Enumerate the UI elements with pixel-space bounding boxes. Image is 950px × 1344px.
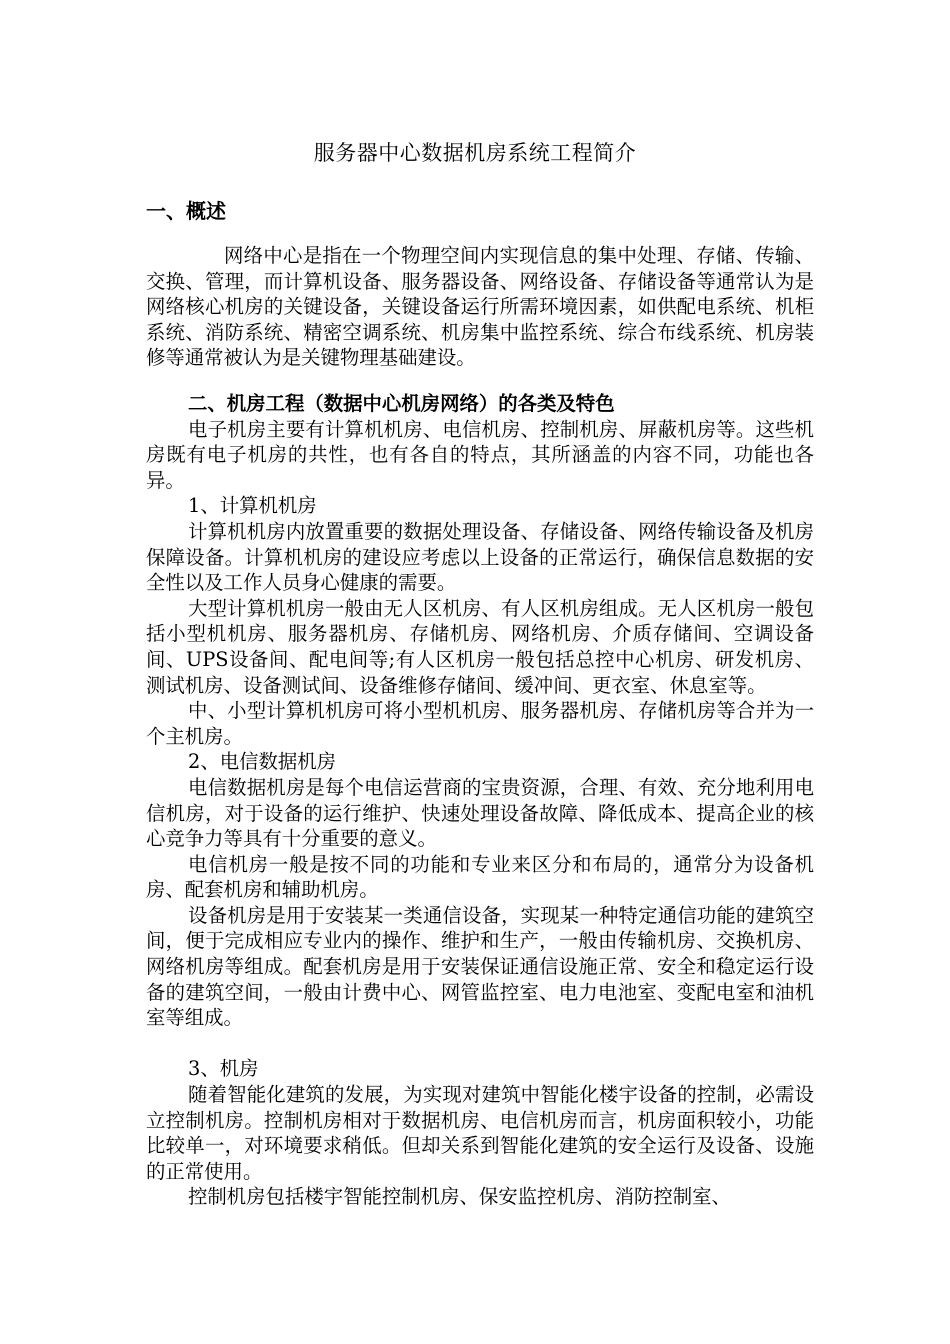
subsection-2-paragraph-c: 设备机房是用于安装某一类通信设备，实现某一种特定通信功能的建筑空间，便于完成相应专业内的操作、维护和生产，一般由传输机房、交换机房、网络机房等组成。配套机房是用于安装保证通信设施正常、安全和稳定运行设备的建筑空间，一般由计费中心、网管监控室、电力电池室、变配电室和油机室等组成。 (146, 903, 814, 1030)
section-1-body (146, 243, 814, 371)
document-title: 服务器中心数据机房系统工程简介 (313, 141, 637, 165)
section-2-heading: 二、机房工程（数据中心机房网络）的各类及特色 (188, 392, 615, 415)
subsection-3-paragraph-b: 控制机房包括楼宇智能控制机房、保安监控机房、消防控制室、 (188, 1185, 731, 1209)
subsection-1-paragraph-a: 计算机机房内放置重要的数据处理设备、存储设备、网络传输设备及机房保障设备。计算机机房的建设应考虑以上设备的正常运行，确保信息数据的安全性以及工作人员身心健康的需要。 (146, 519, 814, 595)
subsection-3-paragraph-a: 随着智能化建筑的发展，为实现对建筑中智能化楼宇设备的控制，必需设立控制机房。控制机房相对于数据机房、电信机房而言，机房面积较小，功能比较单一，对环境要求稍低。但却关系到智能化建筑的安全运行及设备、设施的正常使用。 (146, 1083, 814, 1183)
subsection-1-paragraph-c: 中、小型计算机机房可将小型机机房、服务器机房、存储机房等合并为一个主机房。 (146, 699, 814, 748)
subsection-1-paragraph-b: 大型计算机机房一般由无人区机房、有人区机房组成。无人区机房一般包括小型机机房、服务器机房、存储机房、网络机房、介质存储间、空调设备间、UPS设备间、配电间等;有人区机房一般包括总控中心机房、研发机房、测试机房、设备测试间、设备维修存储间、缓冲间、更衣室、休息室等。 (146, 596, 814, 697)
section-1-heading: 一、概述 (146, 199, 226, 223)
overview-paragraph: 网络中心是指在一个物理空间内实现信息的集中处理、存储、传输、交换、管理，而计算机设备、服务器设备、网络设备、存储设备等通常认为是网络核心机房的关键设备，关键设备运行所需环境因素，如供配电系统、机柜系统、消防系统、精密空调系统、机房集中监控系统、综合布线系统、机房装修等通常被认为是关键物理基础建设。 (146, 244, 814, 370)
subsection-2-paragraph-b: 电信机房一般是按不同的功能和专业来区分和布局的，通常分为设备机房、配套机房和辅助机房。 (146, 852, 814, 902)
intro-paragraph: 电子机房主要有计算机机房、电信机房、控制机房、屏蔽机房等。这些机房既有电子机房的共性，也有各自的特点，其所涵盖的内容不同，功能也各异。 (146, 417, 814, 492)
subsection-2-heading: 2、电信数据机房 (188, 750, 337, 774)
section-2-body (146, 391, 814, 1210)
subsection-3-heading: 3、机房 (188, 1057, 259, 1081)
subsection-2-paragraph-a: 电信数据机房是每个电信运营商的宝贵资源，合理、有效、充分地利用电信机房，对于设备的运行维护、快速处理设备故障、降低成本、提高企业的核心竞争力等具有十分重要的意义。 (146, 775, 814, 851)
subsection-1-heading: 1、计算机机房 (188, 494, 317, 518)
paragraph-gap (146, 1031, 814, 1057)
